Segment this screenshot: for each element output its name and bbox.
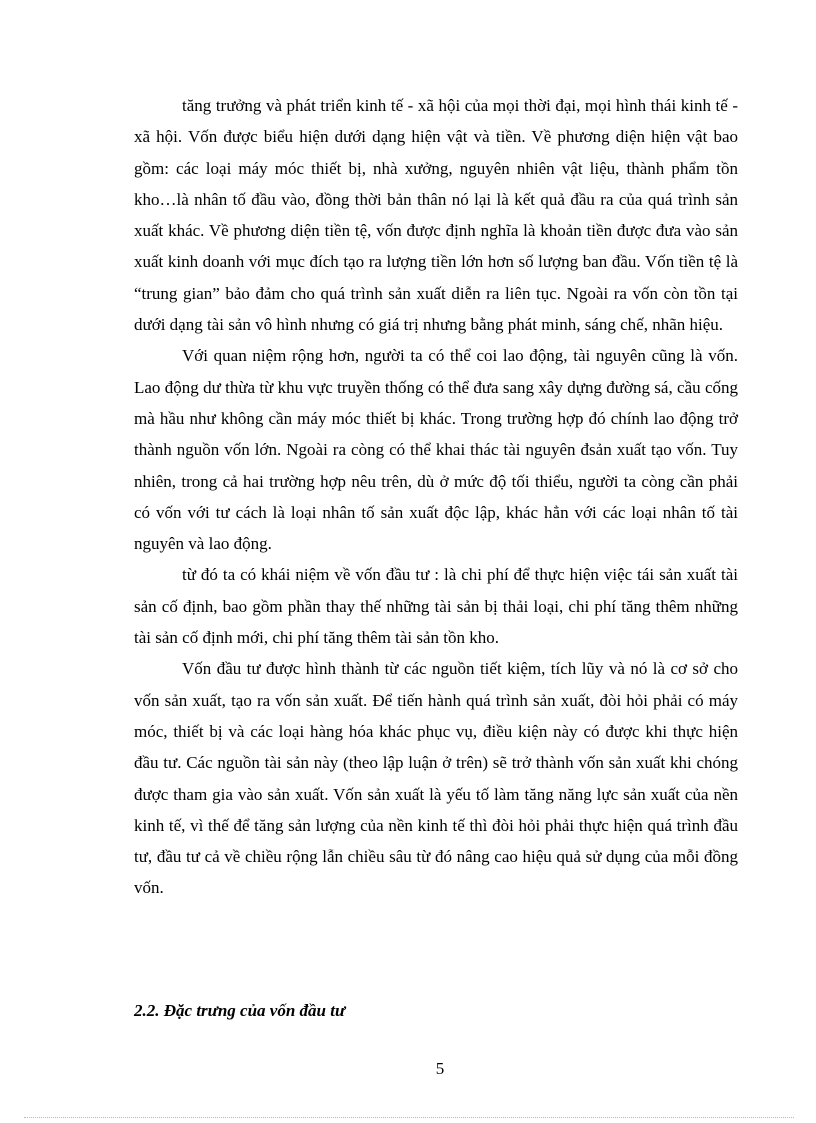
body-text — [134, 90, 738, 904]
paragraph-investment-sources: Vốn đầu tư được hình thành từ các nguồn tiết kiệm, tích lũy và nó là cơ sở cho vốn sản xuất, tạo ra vốn sản xuất. Để tiến hành quá trình sản xuất, đòi hỏi phải có máy móc, thiết bị và các loại hàng hóa khác phục vụ, điều kiện này có được khi thực hiện đầu tư. Các nguồn tài sản này (theo lập luận ở trên) sẽ trở thành vốn sản xuất khi chóng được tham gia vào sản xuất. Vốn sản xuất là yếu tố làm tăng năng lực sản xuất của nền kinh tế, vì thế để tăng sản lượng của nền kinh tế thì đòi hỏi phải thực hiện quá trình đầu tư, đầu tư cả về chiều rộng lẫn chiều sâu từ đó nâng cao hiệu quả sử dụng của mỗi đồng vốn. — [134, 659, 738, 898]
paragraph-investment-definition: từ đó ta có khái niệm về vốn đầu tư : là chi phí để thực hiện việc tái sản xuất tài sản cố định, bao gồm phần thay thế những tài sản bị thải loại, chi phí tăng thêm những tài sản cố định mới, chi phí tăng thêm tài sản tồn kho. — [134, 565, 738, 648]
paragraph-broad-concept: Với quan niệm rộng hơn, người ta có thể coi lao động, tài nguyên cũng là vốn. Lao động dư thừa từ khu vực truyền thống có thể đưa sang xây dựng đường sá, cầu cống mà hầu như không cần máy móc thiết bị khác. Trong trường hợp đó chính lao động trở thành nguồn vốn lớn. Ngoài ra còng có thể khai thác tài nguyên đsản xuất tạo vốn. Tuy nhiên, trong cả hai trường hợp nêu trên, dù ở mức độ tối thiểu, người ta còng cần phải có vốn với tư cách là loại nhân tố sản xuất độc lập, khác hẳn với các loại nhân tố tài nguyên và lao động. — [134, 346, 738, 554]
section-heading: 2.2. Đặc trưng của vốn đầu tư — [134, 1001, 346, 1020]
paragraph-capital-forms: tăng trưởng và phát triển kinh tế - xã hội của mọi thời đại, mọi hình thái kinh tế - xã hội. Vốn được biểu hiện dưới dạng hiện vật và tiền. Về phương diện hiện vật bao gồm: các loại máy móc thiết bị, nhà xưởng, nguyên nhiên vật liệu, thành phẩm tồn kho…là nhân tố đầu vào, đồng thời bản thân nó lại là kết quả đầu ra của quá trình sản xuất khác. Về phương diện tiền tệ, vốn được định nghĩa là khoản tiền được đưa vào sản xuất kinh doanh với mục đích tạo ra lượng tiền lớn hơn số lượng ban đầu. Vốn tiền tệ là “trung gian” bảo đảm cho quá trình sản xuất diễn ra liên tục. Ngoài ra vốn còn tồn tại dưới dạng tài sản vô hình nhưng có giá trị nhưng bằng phát minh, sáng chế, nhãn hiệu. — [134, 96, 738, 335]
footer-divider — [24, 1117, 794, 1118]
page-number: 5 — [435, 1059, 445, 1078]
